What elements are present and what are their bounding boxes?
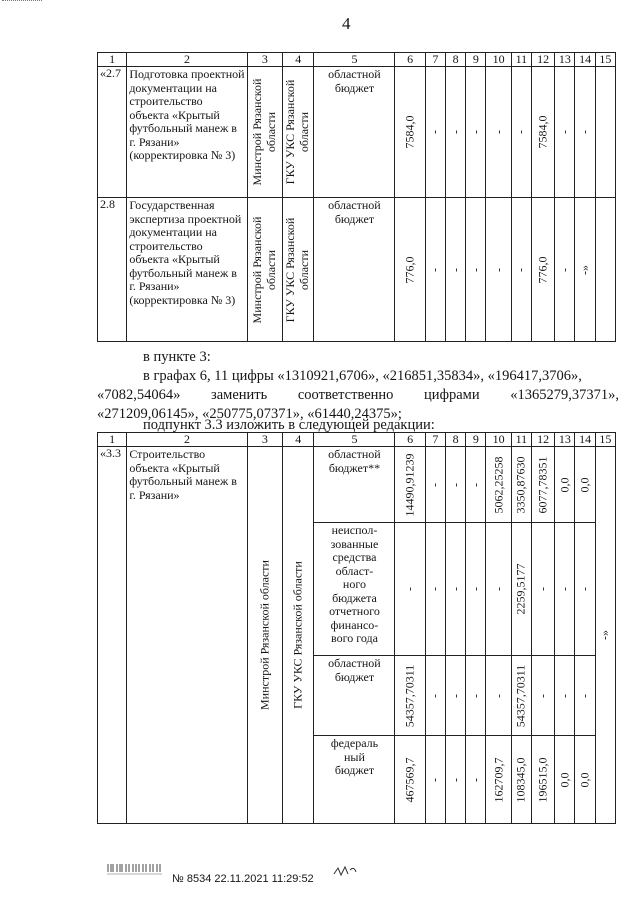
source-line: бюджета [332,590,377,605]
source-line: ный [344,749,365,764]
value-col12: - [535,693,550,698]
value-col8: - [447,587,462,592]
initials-mark [332,864,358,878]
value-col9: - [468,693,483,698]
scan-edge-mark [2,0,42,6]
col-num: 11 [511,53,531,67]
col-num: 10 [486,433,511,447]
col-num: 14 [575,433,595,447]
barcode-stamp [106,858,164,876]
col-num: 11 [511,433,531,447]
value-col14: - [577,130,592,135]
source-line: неиспол- [331,523,378,538]
value-col8: - [447,777,462,782]
column-number-row [98,433,616,447]
value-col10: - [490,267,505,272]
col-num: 5 [314,53,395,67]
recipient-cell [283,447,314,824]
funding-source [314,523,395,656]
amendment-word: «7082,54064» [97,387,181,403]
column-number-row [98,53,616,67]
value-col14: 0,0 [577,477,592,493]
amendment-word: заменить [211,387,268,403]
col-num: 7 [425,53,445,67]
value-col10: - [490,693,505,698]
table-row [98,198,616,342]
executor-cell [247,67,282,198]
col-num: 12 [531,53,554,67]
source-line: бюджет [334,763,375,778]
col-num: 7 [425,433,445,447]
recipient-cell [283,198,314,342]
col-num: 13 [555,53,575,67]
value-col13: 0,0 [557,772,572,788]
value-col6: 54357,70311 [402,664,417,728]
value-col7: - [427,587,442,592]
value-col6: 776,0 [402,256,417,284]
source-line: ного [342,577,366,592]
value-col13: - [557,267,572,272]
amendment-word: соответственно [297,387,394,403]
value-col14: 0,0 [577,772,592,788]
table-row [98,447,616,523]
value-col9: - [468,130,483,135]
item-name: Государственная экспертиза проектной документации на строительство объекта «Крытый футбольный манеж в г. Рязани» (корректировка № 3) [127,198,247,342]
value-col11: 108345,0 [513,757,528,803]
executor: Минстрой Рязанской области [250,79,278,186]
value-col13: 0,0 [557,477,572,493]
source-line: федераль [330,736,379,751]
value-col7: - [427,777,442,782]
row-number: 2.8 [98,198,127,342]
funding-source [314,736,395,824]
funding-source: областной бюджет [314,67,395,198]
value-col11: - [513,130,528,135]
value-col14: -» [577,264,592,275]
value-col13: - [557,130,572,135]
value-col9: - [468,777,483,782]
value-col8: - [447,130,462,135]
col-num: 4 [283,53,314,67]
row-number: «3.3 [98,447,127,824]
value-col9: - [468,267,483,272]
recipient: ГКУ УКС Рязанской области [283,80,312,185]
value-col12: - [535,587,550,592]
value-col8: - [447,267,462,272]
value-col7: - [427,482,442,487]
value-col6: - [402,587,417,592]
col-num: 12 [531,433,554,447]
value-col8: - [447,482,462,487]
col-num: 9 [466,433,486,447]
col-num: 1 [98,433,127,447]
table-item-3-3 [97,432,616,824]
col-num: 14 [575,53,595,67]
amendment-line-3 [97,386,619,405]
value-col9: - [468,482,483,487]
value-col11: 54357,70311 [513,664,528,728]
value-col13: - [557,693,572,698]
value-col7: - [427,130,442,135]
value-col10: 162709,7 [490,757,505,803]
value-col11: 2259,5177 [513,563,528,615]
value-col13: - [557,587,572,592]
value-col7: - [427,693,442,698]
executor-cell [247,198,282,342]
col-num: 2 [127,433,247,447]
value-col12: 7584,0 [535,115,550,149]
col-num: 10 [486,53,511,67]
amendment-line-1: в пункте 3: [143,349,211,365]
amendment-line-4: «271209,06145», «250775,07371», «61440,24375»; [97,406,402,422]
value-col11: - [513,267,528,272]
source-line: финансо- [330,617,379,632]
amendment-word: «1365279,37371», [510,387,619,403]
value-col14: - [577,693,592,698]
value-col6: 7584,0 [402,115,417,149]
col-num: 15 [595,433,615,447]
recipient-cell [283,67,314,198]
executor: Минстрой Рязанской области [250,216,278,324]
value-col15-cell [595,447,615,824]
row-number: «2.7 [98,67,127,198]
executor-cell [247,447,282,824]
value-col12: 6077,78351 [535,456,550,514]
value-col8: - [447,693,462,698]
source-line: средства [332,550,377,565]
value-col12: 776,0 [535,256,550,284]
item-name: Подготовка проектной документации на строительство объекта «Крытый футбольный манеж в г. Рязани» (корректировка № 3) [127,67,247,198]
value-col10: - [490,587,505,592]
value-col9: - [468,587,483,592]
table-items-2-7-2-8 [97,52,616,342]
source-line: вого года [330,630,378,645]
source-line: отчетного [329,604,380,619]
col-num: 6 [395,433,425,447]
value-col7: - [427,267,442,272]
closing-quote-mark: -» [597,630,612,641]
source-line: област- [335,563,374,578]
value-col10: 5062,25258 [490,456,505,514]
document-registration-number: № 8534 22.11.2021 11:29:52 [172,873,314,885]
value-col6: 14490,91239 [402,453,417,517]
col-num: 6 [395,53,425,67]
value-col12: 196515,0 [535,757,550,803]
col-num: 2 [127,53,247,67]
amendment-line-2: в графах 6, 11 цифры «1310921,6706», «216851,35834», «196417,3706», [143,368,582,384]
amendment-line-5: подпункт 3.3 изложить в следующей редакции: [143,417,435,433]
col-num: 5 [314,433,395,447]
source-line: зованные [330,536,379,551]
recipient: ГКУ УКС Рязанской области [283,217,312,323]
funding-source: областной бюджет [314,198,395,342]
col-num: 3 [247,53,282,67]
col-num: 9 [466,53,486,67]
col-num: 3 [247,433,282,447]
funding-source: областной бюджет** [314,447,395,523]
value-col11: 3350,87630 [513,456,528,514]
col-num: 4 [283,433,314,447]
col-num: 8 [446,433,466,447]
item-name: Строительство объекта «Крытый футбольный манеж в г. Рязани» [127,447,247,824]
funding-source: областной бюджет [314,656,395,736]
amendment-word: цифрами [424,387,480,403]
value-col10: - [490,130,505,135]
value-col14: - [577,587,592,592]
recipient: ГКУ УКС Рязанской области [290,561,305,710]
table-row [98,67,616,198]
col-num: 15 [595,53,615,67]
col-num: 13 [555,433,575,447]
page-number: 4 [342,14,351,33]
col-num: 8 [446,53,466,67]
value-col6: 467569,7 [402,757,417,803]
executor: Минстрой Рязанской области [257,560,272,711]
col-num: 1 [98,53,127,67]
